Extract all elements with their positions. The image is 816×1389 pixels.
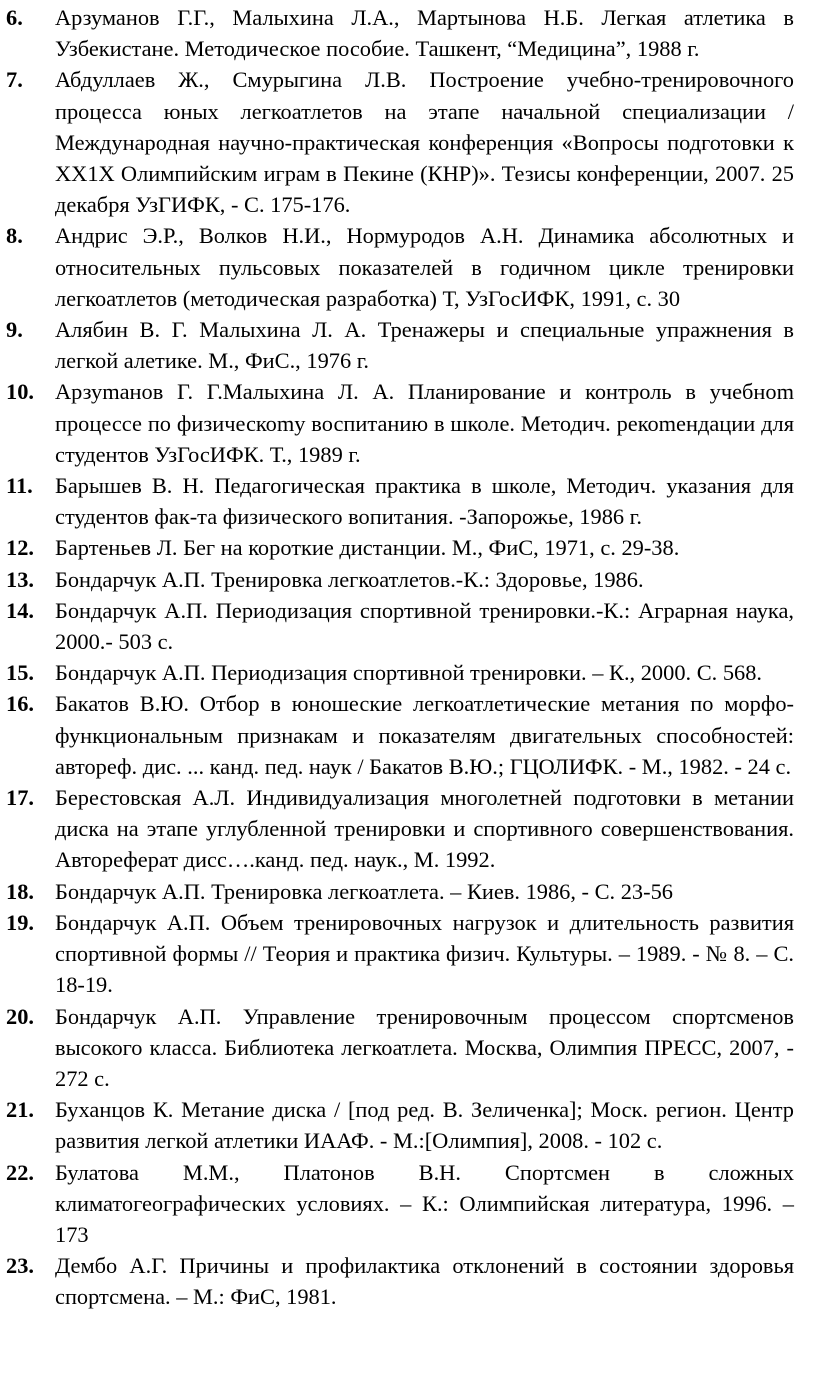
reference-item	[6, 220, 794, 314]
reference-number: 23.	[6, 1253, 34, 1279]
reference-number: 21.	[6, 1097, 34, 1123]
reference-item	[6, 907, 794, 1001]
reference-text: Барышев В. Н. Педагогическая практика в школе, Методич. указания для студентов фак-та физического вопитания. -Запорожье, 1986 г.	[55, 473, 794, 530]
reference-number: 13.	[6, 566, 34, 592]
reference-item	[6, 688, 794, 782]
reference-text: Бондарчук А.П. Объем тренировочных нагрузок и длительность развития спортивной формы // Теория и практика физич. Культуры. – 1989. - № 8. – С. 18-19.	[55, 909, 794, 998]
reference-item	[6, 64, 794, 220]
reference-text: Абдуллаев Ж., Смурыгина Л.В. Построение учебно-тренировочного процесса юных легкоатлетов на этапе начальной специализации /Международная научно-практическая конференция «Вопросы подготовки к XX1X Олимпийским играм в Пекине (КНР)». Тезисы конференции, 2007. 25 декабря УзГИФК, - С. 175-176.	[55, 67, 794, 218]
reference-number: 10.	[6, 379, 34, 405]
reference-number: 20.	[6, 1003, 34, 1029]
reference-number: 19.	[6, 909, 34, 935]
reference-item	[6, 376, 794, 470]
reference-number: 11.	[6, 473, 33, 499]
reference-item	[6, 595, 794, 657]
reference-text: Бондарчук А.П. Периодизация спортивной тренировки. – К., 2000. С. 568.	[55, 660, 763, 686]
reference-item	[6, 657, 794, 688]
reference-item	[6, 1250, 794, 1312]
reference-number: 14.	[6, 597, 34, 623]
reference-text: Арзуmанов Г. Г.Малыхина Л. А. Планирование и контроль в учебноm процессе по физическоmу воспитанию в школе. Методич. рекоmендации для студентов УзГосИФК. Т., 1989 г.	[55, 379, 794, 467]
reference-number: 8.	[6, 223, 23, 249]
reference-item	[6, 564, 794, 595]
reference-item	[6, 2, 794, 64]
reference-text: Берестовская А.Л. Индивидуализация многолетней подготовки в метании диска на этапе углубленной тренировки и спортивного совершенствования. Автореферат дисс….канд. пед. наук., М. 1992.	[55, 785, 794, 873]
reference-number: 15.	[6, 660, 34, 686]
reference-text: Бондарчук А.П. Управление тренировочным процессом спортсменов высокого класса. Библиотека легкоатлета. Москва, Олимпия ПРЕСС, 2007, - 272 с.	[55, 1003, 794, 1091]
reference-text: Арзуманов Г.Г., Малыхина Л.А., Мартынова Н.Б. Легкая атлетика в Узбекистане. Методическое пособие. Ташкент, “Медицина”, 1988 г.	[55, 5, 794, 62]
reference-item	[6, 314, 794, 376]
reference-item	[6, 1094, 794, 1156]
reference-text: Бондарчук А.П. Периодизация спортивной тренировки.-К.: Аграрная наука, 2000.- 503 с.	[55, 597, 794, 655]
reference-text: Булатова М.М., Платонов В.Н. Спортсмен в сложных климатогеографических условиях. – К.: Олимпийская литература, 1996. – 173	[55, 1159, 794, 1247]
reference-text: Бартеньев Л. Бег на короткие дистанции. М., ФиС, 1971, с. 29-38.	[55, 535, 680, 561]
reference-number: 17.	[6, 785, 34, 811]
reference-text: Буханцов К. Метание диска / [под ред. В. Зеличенка]; Моск. регион. Центр развития легкой атлетики ИААФ. - М.:[Олимпия], 2008. - 102 с.	[55, 1097, 794, 1154]
reference-number: 18.	[6, 878, 34, 904]
reference-item	[6, 532, 794, 563]
reference-text: Бондарчук А.П. Тренировка легкоатлета. – Киев. 1986, - С. 23-56	[55, 878, 673, 904]
reference-item	[6, 782, 794, 876]
reference-item	[6, 1157, 794, 1251]
reference-text: Дембо А.Г. Причины и профилактика отклонений в состоянии здоровья спортсмена. – М.: ФиС, 1981.	[55, 1253, 794, 1310]
reference-list	[6, 2, 794, 1313]
reference-number: 12.	[6, 535, 34, 561]
reference-text: Андрис Э.Р., Волков Н.И., Нормуродов А.Н. Динамика абсолютных и относительных пульсовых показателей в годичном цикле тренировки легкоатлетов (методическая разработка) Т, УзГосИФК, 1991, с. 30	[55, 223, 794, 311]
reference-item	[6, 1001, 794, 1095]
reference-number: 16.	[6, 691, 34, 717]
reference-number: 7.	[6, 67, 23, 93]
reference-item	[6, 876, 794, 907]
reference-number: 22.	[6, 1159, 34, 1185]
reference-number: 6.	[6, 5, 23, 30]
reference-item	[6, 470, 794, 532]
reference-text: Бондарчук А.П. Тренировка легкоатлетов.-К.: Здоровье, 1986.	[55, 566, 644, 592]
reference-number: 9.	[6, 317, 23, 343]
reference-text: Алябин В. Г. Малыхина Л. А. Тренажеры и специальные упражнения в легкой алетике. М., ФиС., 1976 г.	[55, 317, 794, 374]
reference-text: Бакатов В.Ю. Отбор в юношеские легкоатлетические метания по морфо-функциональным признакам и показателям двигательных способностей: автореф. дис. ... канд. пед. наук / Бакатов В.Ю.; ГЦОЛИФК. - М., 1982. - 24 с.	[55, 691, 794, 779]
